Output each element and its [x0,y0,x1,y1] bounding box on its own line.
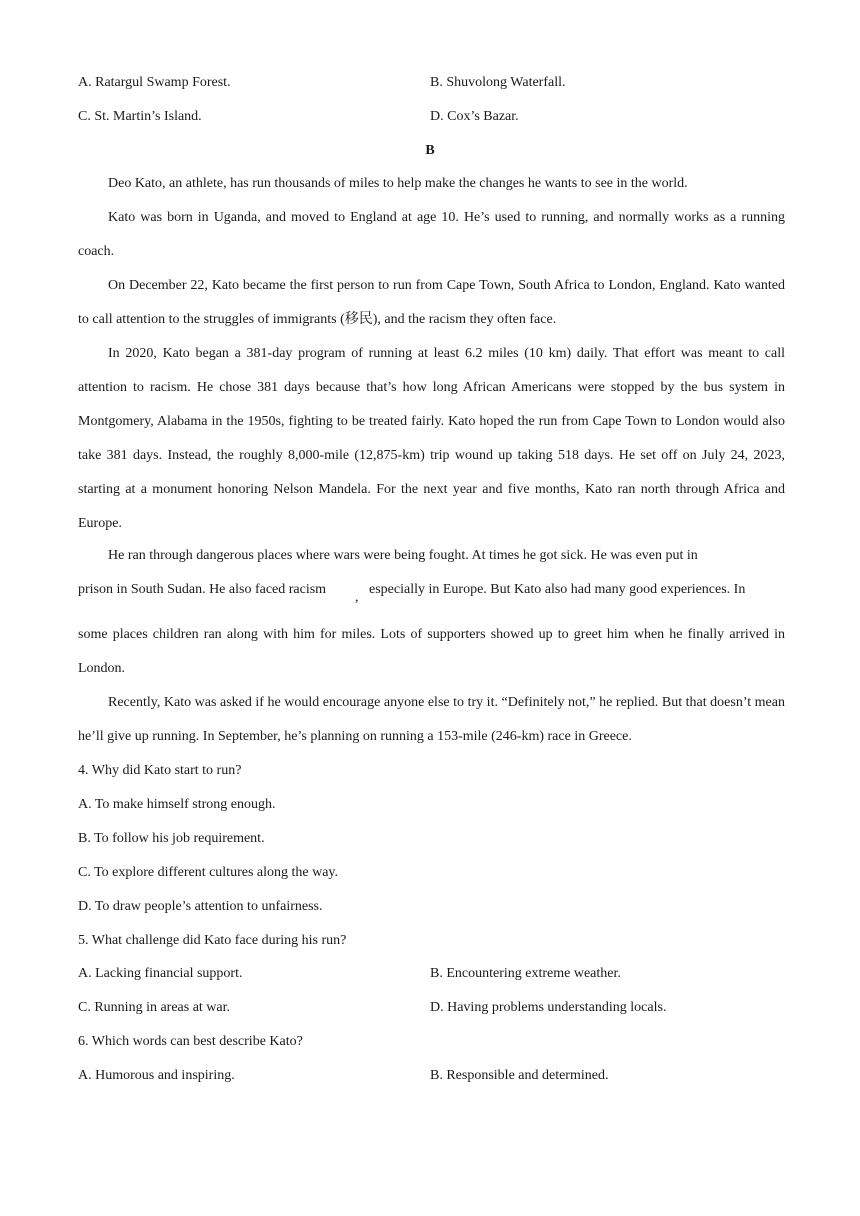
question-4-option-a: A. To make himself strong enough. [78,797,276,812]
passage-paragraph-4: In 2020, Kato began a 381-day program of running at least 6.2 miles (10 km) daily. That effort was meant to call attention to racism. He chose 381 days because that’s how long African Americans were stopped by the bus system in Montgomery, Alabama in the 1950s, fighting to be treated fairly. Kato hoped the run from Cape Town to London would also take 381 days. Instead, the roughly 8,000-mile (12,875-km) trip wound up taking 518 days. He set off on July 24, 2023, starting at a monument honoring Nelson Mandela. For the next year and five months, Kato ran north through Africa and Europe. [78,346,785,531]
passage-comma: , [355,590,359,605]
question-5-option-a: A. Lacking financial support. [78,966,243,981]
option-row [78,73,785,93]
passage-paragraph-2: Kato was born in Uganda, and moved to England at age 10. He’s used to running, and normally works as a running coach. [78,210,785,259]
question-6-option-a: A. Humorous and inspiring. [78,1068,235,1083]
question-5-option-d: D. Having problems understanding locals. [430,1000,667,1015]
question-4-option-b: B. To follow his job requirement. [78,831,265,846]
passage-paragraph-3: On December 22, Kato became the first person to run from Cape Town, South Africa to London, England. Kato wanted to call attention to the struggles of immigrants (移民), and the racism they often face. [78,278,785,327]
passage-paragraph-5-line-1: He ran through dangerous places where wars were being fought. At times he got sick. He was even put in [108,548,698,563]
question-6-option-b: B. Responsible and determined. [430,1068,609,1083]
section-heading: B [425,143,435,158]
passage-paragraph-5-line-2b: especially in Europe. But Kato also had many good experiences. In [369,582,746,597]
option-b: B. Shuvolong Waterfall. [430,75,566,90]
passage-paragraph-5-rest: some places children ran along with him for miles. Lots of supporters showed up to greet him when he finally arrived in London. [78,627,785,676]
question-6-stem: 6. Which words can best describe Kato? [78,1034,303,1049]
question-4-option-c: C. To explore different cultures along the way. [78,865,339,880]
question-5-stem: 5. What challenge did Kato face during his run? [78,933,347,948]
question-4-option-d: D. To draw people’s attention to unfairness. [78,899,323,914]
question-5-option-b: B. Encountering extreme weather. [430,966,621,981]
passage-paragraph-1: Deo Kato, an athlete, has run thousands of miles to help make the changes he wants to see in the world. [108,176,688,191]
passage-paragraph-5-line-2a: prison in South Sudan. He also faced racism [78,582,327,597]
option-a: A. Ratargul Swamp Forest. [78,75,231,90]
option-row [78,107,785,127]
option-c: C. St. Martin’s Island. [78,109,202,124]
option-d: D. Cox’s Bazar. [430,109,519,124]
question-5-option-c: C. Running in areas at war. [78,1000,231,1015]
question-4-stem: 4. Why did Kato start to run? [78,763,242,778]
passage-paragraph-6: Recently, Kato was asked if he would encourage anyone else to try it. “Definitely not,” he replied. But that doesn’t mean he’ll give up running. In September, he’s planning on running a 153-mile (246-km) race in Greece. [78,695,785,744]
